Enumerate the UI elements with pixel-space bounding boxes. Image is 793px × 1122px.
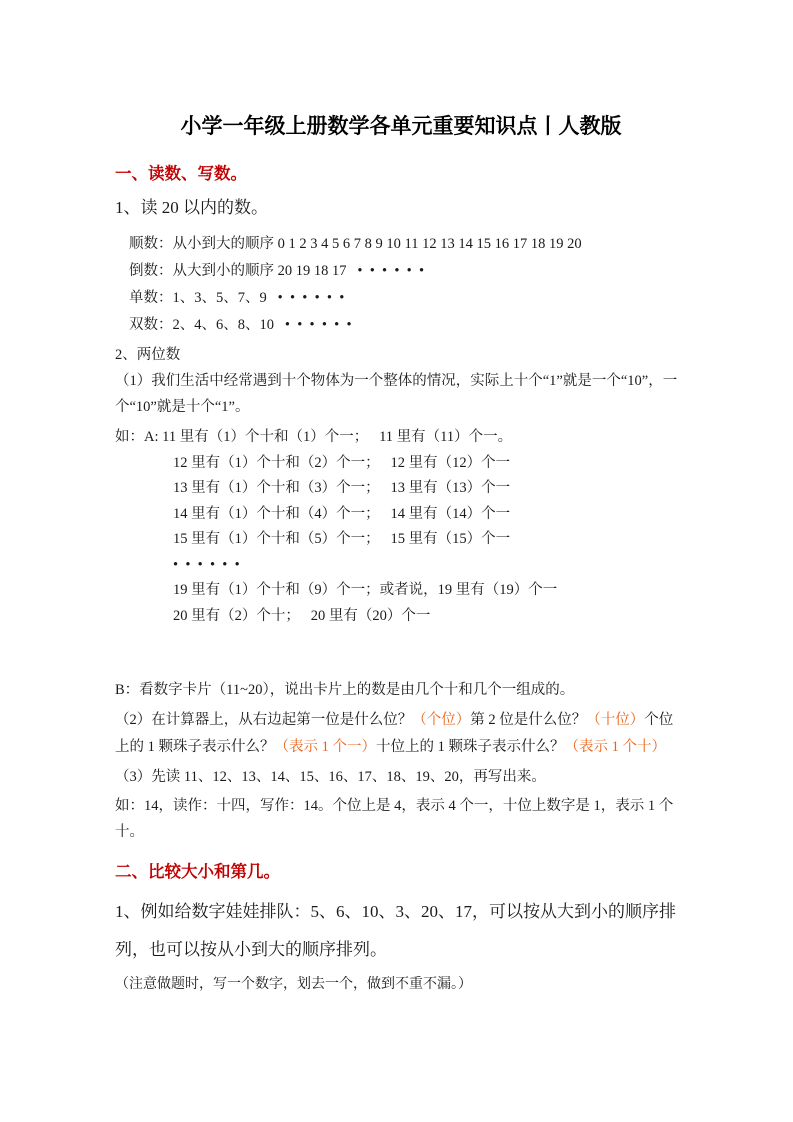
section-1-heading: 一、读数、写数。 — [115, 165, 247, 183]
point-b-number-cards: B：看数字卡片（11~20），说出卡片上的数是由几个十和几个一组成的。 — [115, 682, 575, 698]
section-compare-and-ordinal — [115, 861, 687, 997]
number-sequence-block — [129, 231, 687, 339]
section-2-heading: 二、比较大小和第几。 — [115, 863, 280, 881]
q2-text-3: 个位上的 1 颗珠子表示什么？ — [115, 712, 674, 755]
two-digit-explanation: （1）我们生活中经常遇到十个物体为一个整体的情况，实际上十个“1”就是一个“10”，一个“10”就是十个“1”。 — [115, 373, 678, 415]
q2-answer-one-one: （表示 1 个一） — [274, 739, 376, 755]
note-no-repeat-no-miss: （注意做题时，写一个数字，划去一个，做到不重不漏。） — [115, 977, 472, 992]
q2-answer-tens-place: （十位） — [586, 712, 645, 728]
calculator-place-value-question — [115, 707, 687, 761]
descending-order-line: 倒数：从大到小的顺序 20 19 18 17 • • • • • • — [129, 263, 425, 279]
document-title: 小学一年级上册数学各单元重要知识点丨人教版 — [180, 115, 622, 138]
q2-text-2: 第 2 位是什么位？ — [470, 712, 587, 728]
even-numbers-line: 双数：2、4、6、8、10 • • • • • • — [129, 317, 352, 333]
odd-numbers-line: 单数：1、3、5、7、9 • • • • • • — [129, 290, 345, 306]
decomposition-example-block — [115, 425, 687, 629]
point-ordering-numbers: 1、例如给数字娃娃排队：5、6、10、3、20、17，可以按从大到小的顺序排列，也可以按从小到大的顺序排列。 — [115, 902, 676, 959]
q2-text-1: （2）在计算器上，从右边起第一位是什么位？ — [115, 712, 413, 728]
q2-text-4: 十位上的 1 颗珠子表示什么？ — [376, 739, 565, 755]
example-ellipsis-line: • • • • • • — [173, 556, 240, 573]
q2-answer-ones-place: （个位） — [412, 712, 471, 728]
example-line-12: 12 里有（1）个十和（2）个一； 12 里有（12）个一 — [173, 454, 511, 471]
example-line-13: 13 里有（1）个十和（3）个一； 13 里有（13）个一 — [173, 480, 511, 496]
example-line-11: 如：A: 11 里有（1）个十和（1）个一； 11 里有（11）个一。 — [115, 429, 513, 445]
example-continuation — [173, 451, 687, 630]
section-reading-writing-numbers — [115, 163, 687, 845]
example-line-15: 15 里有（1）个十和（5）个一； 15 里有（15）个一 — [173, 531, 511, 547]
read-then-write-instruction: （3）先读 11、12、13、14、15、16、17、18、19、20，再写出来。 — [115, 769, 546, 785]
point-two-digit-numbers: 2、两位数 — [115, 347, 181, 363]
read-write-example-14: 如：14，读作：十四，写作：14。个位上是 4，表示 4 个一，十位上数字是 1，表示 1 个十。 — [115, 798, 674, 840]
q2-answer-one-ten: （表示 1 个十） — [564, 739, 666, 755]
example-line-20: 20 里有（2）个十； 20 里有（20）个一 — [173, 607, 431, 624]
ascending-order-line: 顺数：从小到大的顺序 0 1 2 3 4 5 6 7 8 9 10 11 12 13 14 15 16 17 18 19 20 — [129, 236, 582, 252]
example-line-14: 14 里有（1）个十和（4）个一； 14 里有（14）个一 — [173, 505, 511, 522]
point-read-numbers-within-20: 1、读 20 以内的数。 — [115, 198, 268, 217]
example-line-19: 19 里有（1）个十和（9）个一；或者说，19 里有（19）个一 — [173, 582, 558, 598]
